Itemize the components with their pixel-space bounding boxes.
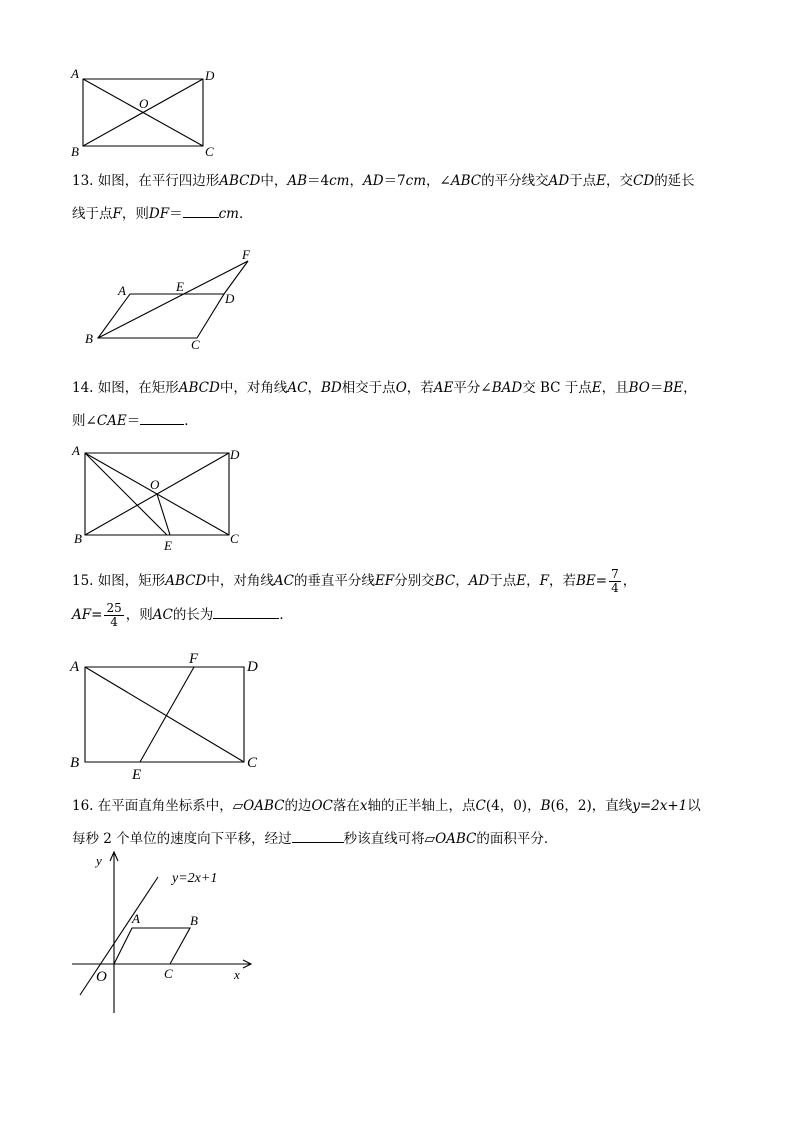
line-y-2x-1 (80, 877, 158, 995)
q13-text: ＝7 (383, 173, 406, 189)
q15-abcd: ABCD (165, 573, 207, 589)
label-a: A (118, 283, 126, 298)
q16-text: 每秒 2 个单位的速度向下平移，经过 (72, 831, 292, 847)
q13-text: 线于点 (72, 206, 113, 222)
q16-oabc: OABC (435, 831, 477, 847)
label-b: B (74, 531, 82, 546)
label-c: C (230, 531, 239, 546)
question-13 (72, 171, 722, 224)
q13-f: F (112, 206, 122, 222)
q13-text: 于点 (569, 173, 597, 189)
q15-text: ． (279, 607, 293, 623)
q15-f: F (539, 573, 549, 589)
label-f: F (189, 651, 199, 667)
label-b: B (85, 331, 93, 346)
label-a: A (70, 659, 80, 675)
q14-text: ， (307, 380, 321, 396)
label-a: A (72, 443, 80, 458)
answer-blank-16[interactable] (292, 828, 344, 843)
question-13-line-2 (72, 203, 722, 224)
label-e: E (164, 538, 172, 553)
q15-af: AF (72, 607, 92, 623)
q16-equation: y=2x+1 (632, 798, 688, 814)
q16-b: B (540, 798, 551, 814)
q14-text: ＝ (126, 413, 141, 429)
q14-abcd: ABCD (178, 380, 220, 396)
q15-ac: AC (273, 573, 294, 589)
answer-blank-13[interactable] (183, 203, 219, 218)
q13-text: ＝4 (307, 173, 330, 189)
q15-text: ， (455, 573, 469, 589)
label-a: A (71, 66, 79, 81)
q15-be: BE (576, 573, 596, 589)
answer-blank-14[interactable] (140, 410, 184, 425)
label-c: C (191, 337, 200, 352)
question-14-line-2 (72, 410, 722, 431)
q13-text: ，则 (121, 206, 149, 222)
label-x: x (234, 967, 240, 982)
parallelogram-oabc (114, 928, 190, 964)
q14-text: 中，对角线 (219, 380, 288, 396)
q15-text: 分别交 (394, 573, 435, 589)
q16-text: 16. 在平面直角坐标系中， (72, 798, 233, 814)
fraction-7-4 (609, 568, 621, 595)
q14-ae: AE (433, 380, 454, 396)
q13-abc: ABC (450, 173, 482, 189)
label-c: C (164, 966, 173, 981)
q15-e: E (516, 573, 527, 589)
q16-text: 的边 (284, 798, 312, 814)
q14-text: ， (683, 380, 697, 396)
q14-bad: BAD (491, 380, 523, 396)
q13-text: 中， (260, 173, 288, 189)
question-16-line-1 (72, 796, 722, 816)
label-y: y (96, 853, 102, 868)
q15-bc: BC (434, 573, 456, 589)
q14-text: ＝ (649, 380, 664, 396)
question-15-line-2 (72, 598, 722, 632)
q13-unit: cm (329, 173, 350, 189)
label-d: D (230, 447, 240, 462)
parallelogram-symbol: ▱ (232, 798, 244, 814)
label-d: D (205, 68, 215, 83)
label-b: B (190, 913, 198, 928)
q15-ad: AD (468, 573, 490, 589)
label-o: O (139, 96, 149, 111)
figure-q13-parallelogram (80, 245, 270, 355)
q15-text: ， (622, 573, 637, 589)
label-a: A (132, 911, 140, 926)
q13-text: 的平分线交 (481, 173, 549, 189)
q14-ac: AC (287, 380, 308, 396)
q15-ac: AC (152, 607, 173, 623)
q15-text: ，则 (125, 607, 153, 623)
q16-oabc: OABC (243, 798, 285, 814)
q13-ad: AD (362, 173, 384, 189)
q14-e: E (591, 380, 602, 396)
figure-q15-rectangle (60, 650, 275, 785)
question-14 (72, 378, 722, 431)
q15-ef: EF (374, 573, 395, 589)
q16-text: 落在 (332, 798, 360, 814)
q16-x: x (359, 798, 368, 814)
q14-bd: BD (320, 380, 342, 396)
segment-ef (140, 667, 194, 762)
q13-e: E (596, 173, 607, 189)
label-o: O (96, 969, 107, 985)
label-f: F (242, 247, 250, 262)
q16-oc: OC (311, 798, 333, 814)
figure-q14-rectangle (60, 440, 260, 555)
q14-text: 则∠ (72, 413, 97, 429)
label-line-equation: y=2x+1 (172, 871, 218, 886)
q14-text: 14. 如图，在矩形 (72, 380, 179, 396)
label-d: D (225, 291, 235, 306)
q15-text: ， (526, 573, 540, 589)
q15-text: 15. 如图，矩形 (72, 573, 166, 589)
label-o: O (150, 477, 160, 492)
figure-q12-rectangle (60, 60, 230, 170)
q14-text: 交 BC 于点 (522, 380, 592, 396)
figure-q16-coordinate-plane (60, 845, 270, 1020)
q13-text: ＝ (169, 206, 183, 222)
fraction-25-4 (104, 602, 123, 629)
label-e: E (176, 279, 184, 294)
q13-ab: AB (287, 173, 308, 189)
q16-text: 以 (687, 798, 701, 814)
question-16 (72, 796, 722, 849)
label-c: C (205, 144, 214, 159)
q15-text: 于点 (489, 573, 517, 589)
fraction-numerator: 7 (611, 567, 619, 581)
q13-text: ，∠ (426, 173, 451, 189)
q16-text: 的面积平分． (476, 831, 558, 847)
q14-o: O (395, 380, 407, 396)
q15-text: = (595, 573, 608, 589)
label-b: B (70, 755, 80, 771)
q14-text: 平分∠ (453, 380, 492, 396)
parallelogram-abcd (98, 294, 224, 338)
q16-text: 轴的正半轴上，点 (367, 798, 476, 814)
question-15 (72, 568, 722, 632)
q15-text: ，若 (549, 573, 576, 589)
q13-unit: cm (218, 206, 239, 222)
q13-text: 13. 如图，在平行四边形 (72, 173, 220, 189)
q13-ad: AD (548, 173, 570, 189)
question-14-line-1 (72, 378, 722, 398)
question-15-line-1 (72, 568, 722, 594)
q15-text: 的长为 (172, 607, 214, 623)
answer-blank-15[interactable] (213, 604, 279, 619)
q16-text: 秒该直线可将 (343, 831, 425, 847)
q13-text: ， (349, 173, 363, 189)
q16-text: (6，2)，直线 (550, 798, 633, 814)
q14-be: BE (663, 380, 684, 396)
q15-text: = (91, 607, 103, 623)
label-e: E (132, 767, 142, 783)
fraction-denominator: 4 (110, 615, 118, 629)
q15-text: 的垂直平分线 (293, 573, 375, 589)
label-c: C (247, 755, 258, 771)
q13-abcd: ABCD (219, 173, 261, 189)
q14-text: 相交于点 (341, 380, 396, 396)
q13-text: ，交 (606, 173, 634, 189)
parallelogram-symbol: ▱ (424, 831, 436, 847)
q14-text: ． (184, 413, 198, 429)
q13-text: 的延长 (654, 173, 695, 189)
q16-c: C (475, 798, 486, 814)
q14-text: ，且 (601, 380, 629, 396)
question-13-line-1 (72, 171, 722, 191)
q14-text: ，若 (406, 380, 434, 396)
q13-cd: CD (633, 173, 655, 189)
fraction-numerator: 25 (106, 601, 122, 615)
segment-ae (85, 453, 167, 535)
q14-cae: CAE (96, 413, 127, 429)
label-b: B (71, 144, 79, 159)
diagonal-ac (85, 667, 244, 762)
q13-df: DF (148, 206, 170, 222)
label-d: D (247, 659, 258, 675)
segment-df (224, 261, 248, 294)
q16-text: (4，0)， (485, 798, 541, 814)
q13-unit: cm (405, 173, 427, 189)
q15-text: 中，对角线 (206, 573, 274, 589)
fraction-denominator: 4 (611, 581, 619, 595)
q14-bo: BO (628, 380, 650, 396)
q13-text: ． (238, 206, 253, 222)
